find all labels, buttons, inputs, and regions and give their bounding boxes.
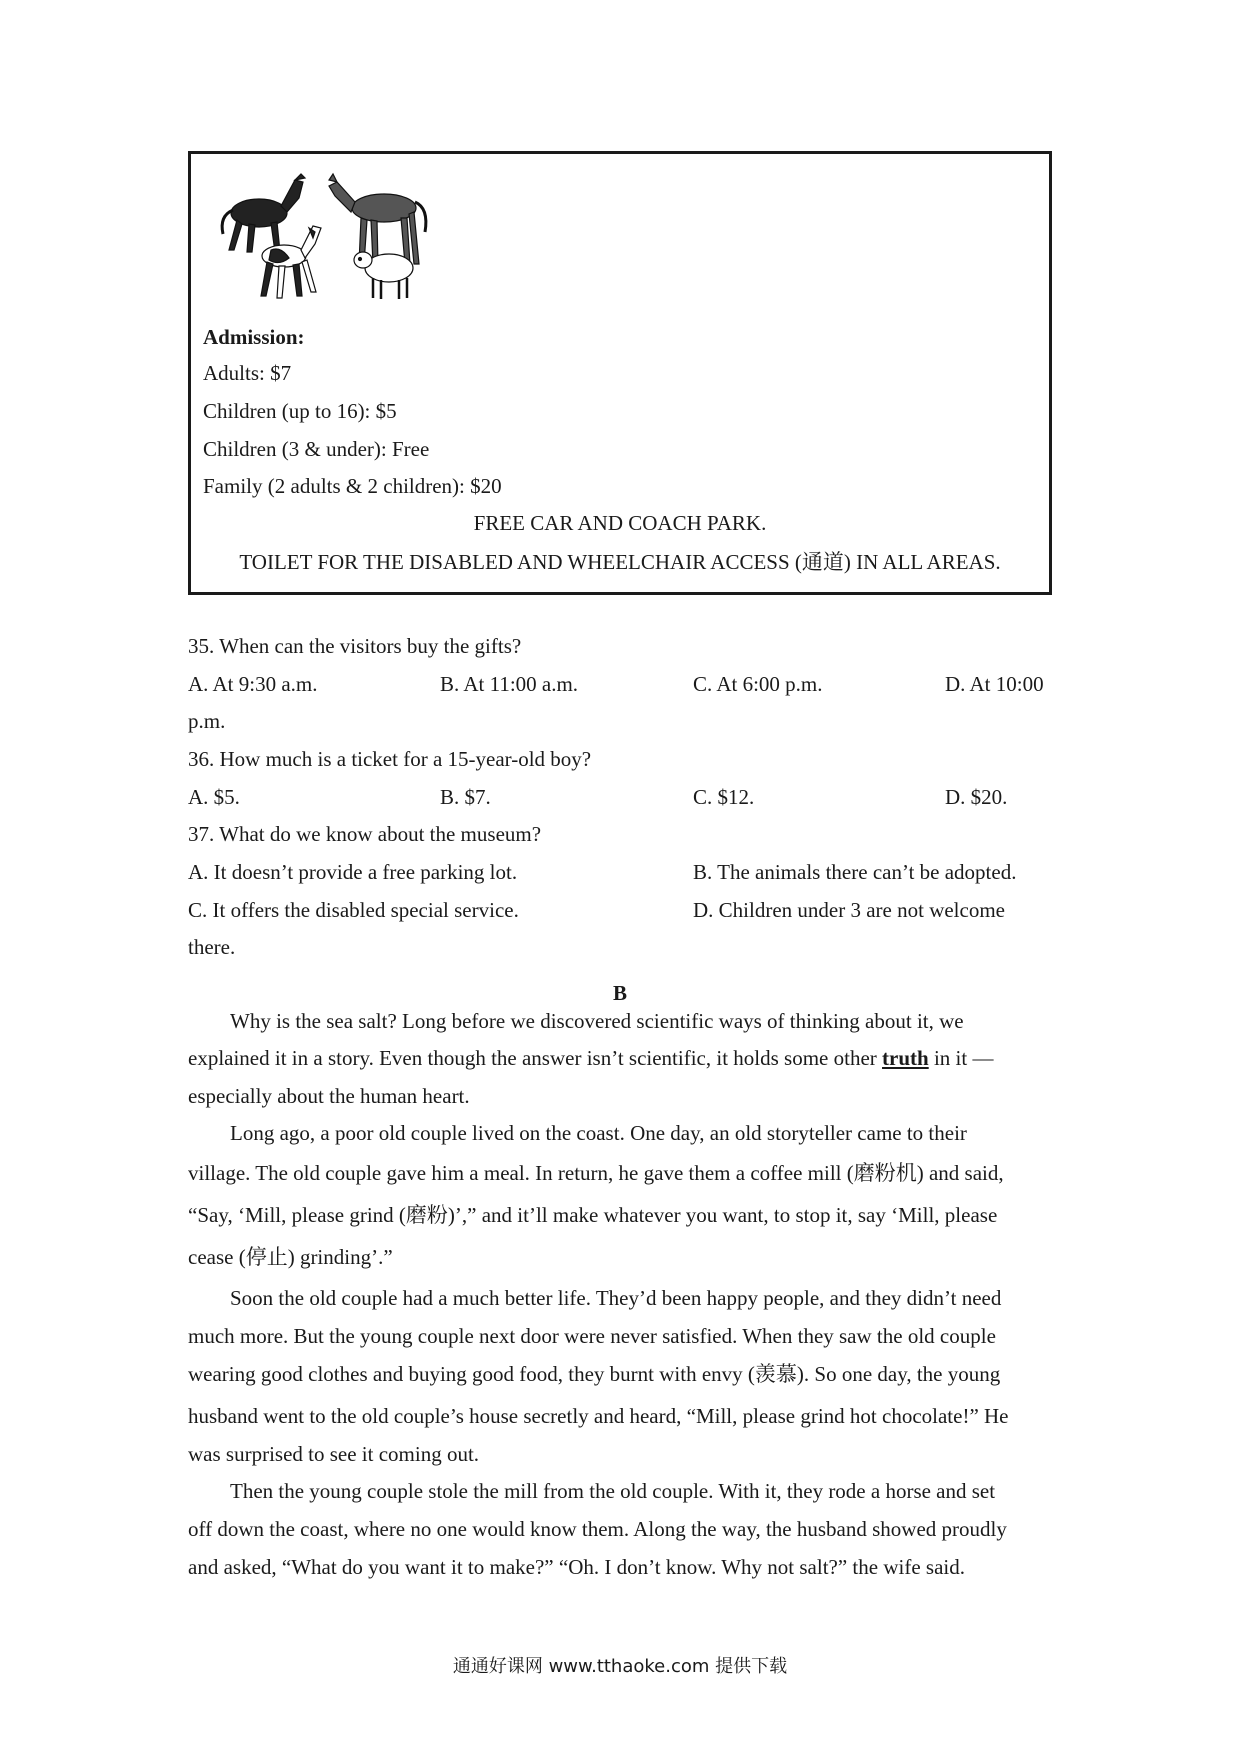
p1-line-2-end: in it —	[928, 1046, 994, 1070]
p4-line-2: off down the coast, where no one would know them. Along the way, the husband showed proudly	[188, 1517, 1007, 1541]
q37-option-d[interactable]: D. Children under 3 are not welcome	[693, 898, 1005, 922]
q36-option-d[interactable]: D. $20.	[945, 785, 1008, 809]
p3-line-4: husband went to the old couple’s house secretly and heard, “Mill, please grind hot chocolate!” He	[188, 1404, 1009, 1428]
price-children-3: Children (3 & under): Free	[203, 437, 430, 461]
page-footer: 通通好课网 www.tthaoke.com 提供下载	[452, 1656, 788, 1677]
question-35: 35. When can the visitors buy the gifts?	[188, 634, 522, 658]
q35-option-a[interactable]: A. At 9:30 a.m.	[188, 672, 318, 696]
p1-line-3: especially about the human heart.	[188, 1084, 470, 1108]
q35-option-c[interactable]: C. At 6:00 p.m.	[693, 672, 823, 696]
admission-notice-box	[188, 151, 1052, 595]
p2-line-1: Long ago, a poor old couple lived on the coast. One day, an old storyteller came to their	[230, 1121, 967, 1145]
p1-line-2-start: explained it in a story. Even though the answer isn’t scientific, it holds some other	[188, 1046, 883, 1070]
admission-heading: Admission:	[203, 325, 305, 349]
p3-line-3: wearing good clothes and buying good food, they burnt with envy (羡慕). So one day, the young	[188, 1362, 1001, 1386]
question-36: 36. How much is a ticket for a 15-year-old boy?	[188, 747, 592, 771]
q35-option-b[interactable]: B. At 11:00 a.m.	[440, 672, 579, 696]
q36-option-a[interactable]: A. $5.	[188, 785, 240, 809]
question-37: 37. What do we know about the museum?	[188, 822, 542, 846]
q36-option-c[interactable]: C. $12.	[693, 785, 755, 809]
q35-option-d[interactable]: D. At 10:00	[945, 672, 1044, 696]
p3-line-5: was surprised to see it coming out.	[188, 1442, 480, 1466]
p3-line-1: Soon the old couple had a much better life. They’d been happy people, and they didn’t need	[230, 1286, 1002, 1310]
price-family: Family (2 adults & 2 children): $20	[203, 474, 502, 498]
p2-line-3: “Say, ‘Mill, please grind (磨粉)’,” and it’ll make whatever you want, to stop it, say ‘Mill, please	[188, 1203, 998, 1227]
q37-option-a[interactable]: A. It doesn’t provide a free parking lot.	[188, 860, 518, 884]
q37-option-c[interactable]: C. It offers the disabled special service.	[188, 898, 519, 922]
p2-line-4: cease (停止) grinding’.”	[188, 1245, 393, 1269]
price-children-16: Children (up to 16): $5	[203, 399, 397, 423]
p2-line-2: village. The old couple gave him a meal. In return, he gave them a coffee mill (磨粉机) and said,	[188, 1161, 1004, 1185]
q37-option-d-wrap: there.	[188, 935, 236, 959]
p1-line-1: Why is the sea salt? Long before we discovered scientific ways of thinking about it, we	[230, 1009, 964, 1033]
horses-illustration	[209, 168, 439, 303]
p3-line-2: much more. But the young couple next door were never satisfied. When they saw the old couple	[188, 1324, 996, 1348]
accessibility-note: TOILET FOR THE DISABLED AND WHEELCHAIR ACCESS (通道) IN ALL AREAS.	[239, 550, 1001, 574]
parking-note: FREE CAR AND COACH PARK.	[473, 511, 767, 535]
p1-line-2	[188, 1045, 993, 1071]
q37-option-b[interactable]: B. The animals there can’t be adopted.	[693, 860, 1017, 884]
q35-option-d-wrap: p.m.	[188, 709, 226, 733]
section-heading: B	[612, 981, 627, 1005]
p4-line-3: and asked, “What do you want it to make?” “Oh. I don’t know. Why not salt?” the wife said.	[188, 1555, 965, 1579]
q36-option-b[interactable]: B. $7.	[440, 785, 491, 809]
p4-line-1: Then the young couple stole the mill from the old couple. With it, they rode a horse and set	[230, 1479, 996, 1503]
price-adults: Adults: $7	[203, 361, 292, 385]
underlined-word-truth: truth	[882, 1046, 929, 1070]
